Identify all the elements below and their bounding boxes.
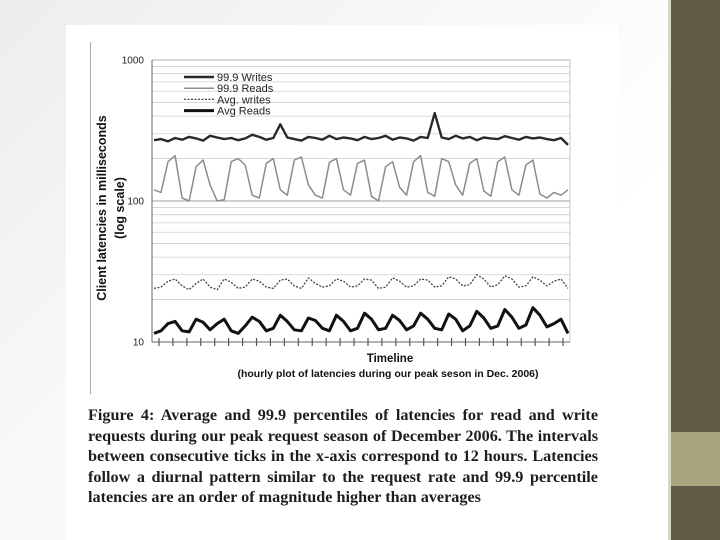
- legend-label: 99.9 Reads: [217, 83, 274, 96]
- x-axis-sublabel: (hourly plot of latencies during our peak seson in Dec. 2006): [237, 368, 539, 380]
- y-tick-label: 1000: [121, 55, 144, 67]
- series-line-99-9-writes: [154, 113, 568, 145]
- legend: [184, 72, 274, 118]
- legend-label: 99.9 Writes: [217, 72, 273, 84]
- y-axis-sublabel: (log scale): [113, 177, 127, 239]
- legend-label: Avg. writes: [217, 94, 271, 107]
- y-tick-label: 100: [127, 196, 144, 208]
- series-line-99-9-reads: [154, 156, 568, 201]
- series-line-avg-reads: [154, 308, 568, 334]
- figure-caption: Figure 4: Average and 99.9 percentiles of latencies for read and write requests during our peak request season of December 2006. The intervals between consecutive ticks in the x-axis correspond to 12 hours. Latencies follow a diurnal pattern similar to the request rate and 99.9 percentile latencies are an order of magnitude higher than averages: [88, 406, 598, 507]
- y-tick-label: 10: [132, 337, 144, 349]
- legend-label: Avg Reads: [217, 105, 271, 118]
- data-series: [154, 113, 568, 333]
- latency-chart: [90, 42, 590, 398]
- y-axis-label: Client latencies in milliseconds: [95, 115, 109, 301]
- sidebar-accent-block: [671, 432, 720, 486]
- series-line-avg-writes: [154, 275, 568, 290]
- grid-lines: [152, 60, 570, 342]
- x-axis-label: Timeline: [366, 353, 414, 365]
